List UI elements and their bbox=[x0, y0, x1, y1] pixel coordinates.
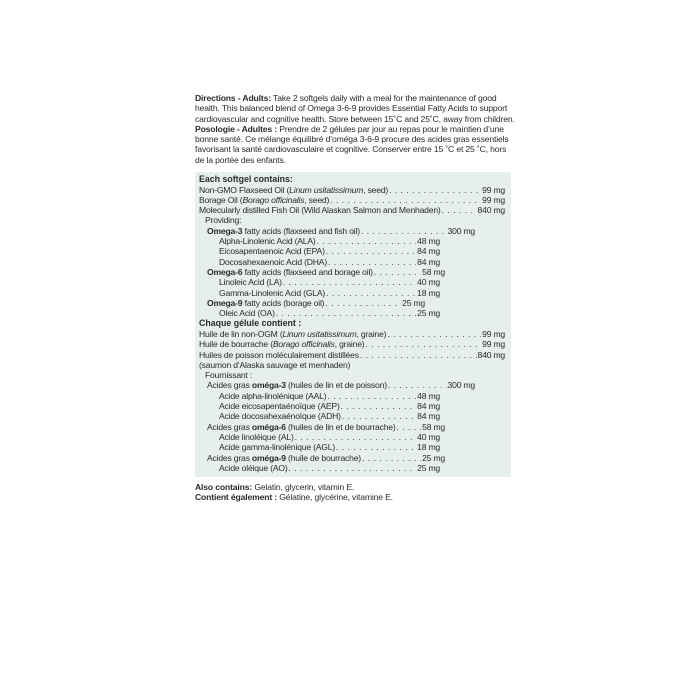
leader-dots bbox=[336, 442, 416, 452]
ingredient-row-borage bbox=[199, 195, 505, 205]
leader-dots bbox=[397, 422, 422, 432]
posologie-text: Prendre de 2 gélules par jour au repas pour le maintien d’une bonne santé. Ce mélange équilibré d’oméga 3-6-9 procure des acides gras essentiels favorisant la santé cardiovasculaire et cognitive. Conserver entre 15 ˚C et 25 ˚C, hors de la portée des enfants. bbox=[195, 123, 509, 165]
leader-dots bbox=[283, 277, 416, 287]
leader-dots bbox=[342, 411, 416, 421]
leader-dots bbox=[325, 298, 401, 308]
ingredient-row-flaxseed bbox=[199, 185, 505, 195]
ingredient-row-omega6 bbox=[199, 267, 445, 277]
also-contains-text: Gelatin, glycerin, vitamin E. bbox=[254, 482, 355, 493]
ingredient-name: Linoleic Acid (LA) bbox=[219, 277, 282, 288]
ingredient-name: Borage Oil (Borago officinalis, seed) bbox=[199, 194, 330, 205]
ingredient-row-omega9 bbox=[199, 298, 425, 308]
leader-dots bbox=[295, 432, 416, 442]
ingredient-amount: 840 mg bbox=[477, 349, 505, 360]
ingredient-row-adh bbox=[199, 411, 440, 421]
leader-dots bbox=[317, 236, 417, 246]
ingredient-amount: 84 mg bbox=[417, 256, 440, 267]
leader-dots bbox=[360, 350, 477, 360]
also-contains-english bbox=[195, 482, 515, 492]
each-softgel-heading: Each softgel contains: bbox=[199, 174, 293, 185]
ingredient-row-la bbox=[199, 277, 440, 287]
leader-dots bbox=[362, 453, 421, 463]
ingredient-name: Acide linoléique (AL) bbox=[219, 431, 294, 442]
ingredient-row-lin bbox=[199, 329, 505, 339]
ingredient-amount: 99 mg bbox=[482, 194, 505, 205]
ingredient-row-agl bbox=[199, 442, 440, 452]
ingredient-amount: 18 mg bbox=[417, 287, 440, 298]
ingredient-amount: 300 mg bbox=[447, 225, 475, 236]
ingredient-amount: 48 mg bbox=[417, 390, 440, 401]
leader-dots bbox=[326, 288, 416, 298]
ingredient-name: Acide eicosapentaénoïque (AEP) bbox=[219, 401, 340, 412]
ingredient-row-ao bbox=[199, 463, 440, 473]
ingredient-amount: 84 mg bbox=[417, 401, 440, 412]
fournissant-label: Fournissant : bbox=[205, 370, 253, 381]
ingredient-row-aal bbox=[199, 391, 440, 401]
ingredient-name: Omega-6 fatty acids (flaxseed and borage oil) bbox=[207, 266, 373, 277]
ingredient-row-dha bbox=[199, 257, 440, 267]
leader-dots bbox=[328, 257, 416, 267]
ingredient-name: Acide oléique (AO) bbox=[219, 462, 288, 473]
ingredient-name: Docosahexaenoic Acid (DHA) bbox=[219, 256, 328, 267]
leader-dots bbox=[330, 195, 481, 205]
ingredient-amount: 18 mg bbox=[417, 442, 440, 453]
ingredient-row-oleic bbox=[199, 308, 440, 318]
ingredient-amount: 48 mg bbox=[417, 236, 440, 247]
contient-heading: Contient également : bbox=[195, 492, 277, 503]
providing-label: Providing: bbox=[205, 215, 242, 226]
ingredient-amount: 40 mg bbox=[417, 431, 440, 442]
ingredient-row-aep bbox=[199, 401, 440, 411]
ingredient-row-omega3 bbox=[199, 226, 475, 236]
ingredient-row-fish-oil bbox=[199, 205, 505, 215]
contient-text: Gélatine, glycérine, vitamine E. bbox=[279, 492, 393, 503]
leader-dots bbox=[442, 205, 477, 215]
also-contains-french bbox=[195, 492, 515, 502]
ingredient-name: Eicosapentaenoic Acid (EPA) bbox=[219, 246, 325, 257]
ingredients-panel bbox=[195, 172, 511, 477]
ingredient-amount: 99 mg bbox=[482, 328, 505, 339]
ingredient-name: Acide gamma-linolénique (AGL) bbox=[219, 442, 336, 453]
ingredient-row-poisson bbox=[199, 350, 505, 360]
ingredient-name: Acides gras oméga-9 (huile de bourrache) bbox=[207, 452, 361, 463]
ingredient-name: Non-GMO Flaxseed Oil (Linum usitatissimum, seed) bbox=[199, 184, 389, 195]
directions-text: Take 2 softgels daily with a meal for the maintenance of good health. This balanced blend of Omega 3-6-9 provides Essential Fatty Acids to support cardiovascular and cognitive health. Store between 15˚C and 25˚C, away from children. bbox=[195, 93, 515, 124]
leader-dots bbox=[289, 463, 417, 473]
ingredient-row-omega9-fr bbox=[199, 453, 445, 463]
also-contains-heading: Also contains: bbox=[195, 482, 253, 493]
ingredient-name: Acide alpha-linolénique (AAL) bbox=[219, 390, 327, 401]
ingredient-row-ala bbox=[199, 236, 440, 246]
leader-dots bbox=[388, 380, 447, 390]
ingredient-name: Acides gras oméga-6 (huiles de lin et de bourrache) bbox=[207, 421, 396, 432]
ingredient-name: Alpha-Linolenic Acid (ALA) bbox=[219, 236, 316, 247]
ingredient-amount: 84 mg bbox=[417, 246, 440, 257]
ingredient-amount: 99 mg bbox=[482, 184, 505, 195]
ingredient-amount: 25 mg bbox=[417, 462, 440, 473]
ingredient-name: Omega-9 fatty acids (borage oil) bbox=[207, 297, 325, 308]
poisson-note: (saumon d’Alaska sauvage et menhaden) bbox=[199, 359, 351, 370]
leader-dots bbox=[326, 246, 416, 256]
leader-dots bbox=[341, 401, 417, 411]
ingredient-amount: 99 mg bbox=[482, 339, 505, 350]
ingredient-amount: 25 mg bbox=[402, 297, 425, 308]
ingredient-row-gla bbox=[199, 288, 440, 298]
ingredient-amount: 58 mg bbox=[422, 421, 445, 432]
ingredient-row-epa bbox=[199, 246, 440, 256]
ingredient-amount: 840 mg bbox=[477, 205, 505, 216]
ingredient-name: Oleic Acid (OA) bbox=[219, 308, 275, 319]
ingredient-amount: 84 mg bbox=[417, 411, 440, 422]
ingredient-name: Gamma-Linolenic Acid (GLA) bbox=[219, 287, 326, 298]
ingredient-row-al bbox=[199, 432, 440, 442]
leader-dots bbox=[327, 391, 416, 401]
leader-dots bbox=[374, 267, 421, 277]
ingredient-amount: 300 mg bbox=[447, 380, 475, 391]
ingredient-name: Huiles de poisson moléculairement distillées bbox=[199, 349, 359, 360]
ingredient-name: Omega-3 fatty acids (flaxseed and fish oil) bbox=[207, 225, 360, 236]
ingredient-name: Huile de bourrache (Borago officinalis, graine) bbox=[199, 339, 365, 350]
chaque-gelule-heading: Chaque gélule contient : bbox=[199, 318, 302, 329]
directions-heading: Directions - Adults: bbox=[195, 93, 271, 103]
posologie-heading: Posologie - Adultes : bbox=[195, 123, 277, 134]
leader-dots bbox=[389, 185, 481, 195]
directions-english bbox=[195, 93, 515, 124]
ingredient-row-omega6-fr bbox=[199, 422, 445, 432]
directions-french bbox=[195, 124, 515, 165]
ingredient-name: Acides gras oméga-3 (huiles de lin et de poisson) bbox=[207, 380, 387, 391]
leader-dots bbox=[365, 339, 481, 349]
ingredient-amount: 25 mg bbox=[417, 308, 440, 319]
ingredient-row-bourrache bbox=[199, 339, 505, 349]
leader-dots bbox=[387, 329, 481, 339]
ingredient-name: Molecularly distilled Fish Oil (Wild Alaskan Salmon and Menhaden) bbox=[199, 205, 441, 216]
ingredient-amount: 40 mg bbox=[417, 277, 440, 288]
ingredient-amount: 58 mg bbox=[422, 266, 445, 277]
supplement-label bbox=[195, 93, 515, 503]
ingredient-name: Acide docosahexaénoïque (ADH) bbox=[219, 411, 341, 422]
ingredient-name: Huile de lin non-OGM (Linum usitatissimum, graine) bbox=[199, 328, 387, 339]
leader-dots bbox=[361, 226, 447, 236]
ingredient-amount: 25 mg bbox=[422, 452, 445, 463]
leader-dots bbox=[276, 308, 416, 318]
ingredient-row-omega3-fr bbox=[199, 380, 475, 390]
